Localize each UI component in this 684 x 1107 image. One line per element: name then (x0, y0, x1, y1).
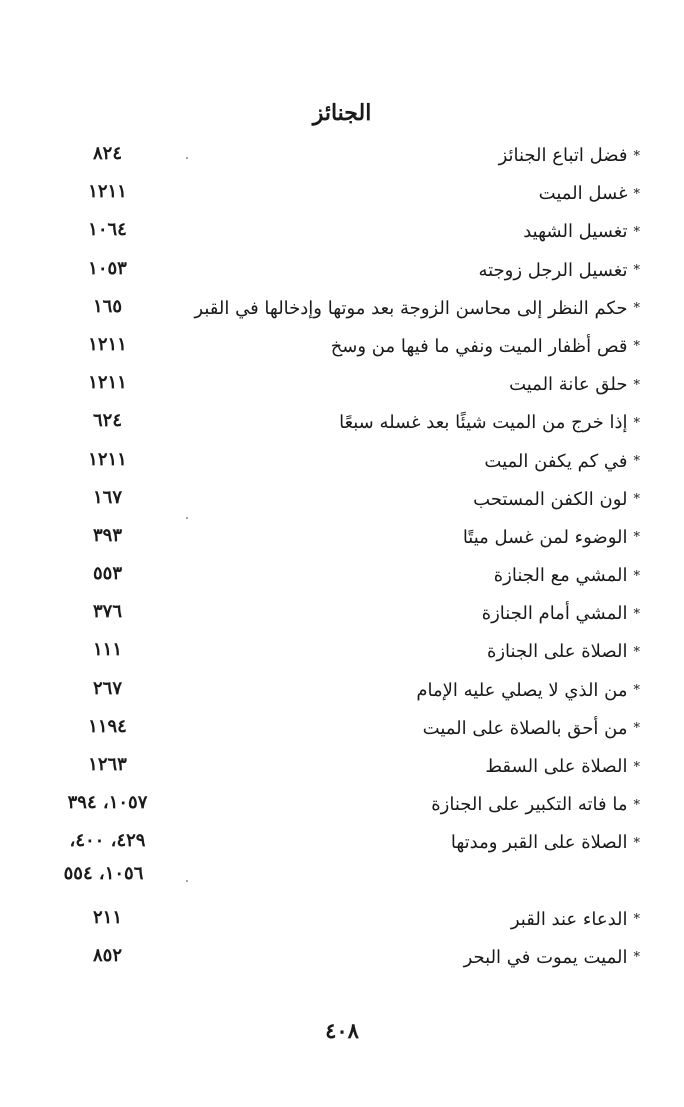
index-entry (40, 826, 640, 864)
index-entry (40, 635, 640, 673)
entry-pages: ١٦٥ (92, 295, 122, 317)
entry-label (339, 412, 640, 433)
entry-text: الميت يموت في البحر (463, 946, 628, 968)
entry-text: لون الكفن المستحب (473, 488, 628, 510)
index-entry (40, 330, 640, 368)
bullet-icon: * (633, 339, 640, 355)
entry-label (509, 374, 640, 395)
entry-pages: ٥٥٣ (92, 563, 122, 585)
entry-pages: ٢١١ (92, 906, 122, 928)
entry-label (473, 489, 640, 510)
entry-text: الصلاة على القبر ومدتها (450, 832, 628, 854)
entry-pages: ٣٧٦ (92, 601, 122, 623)
entry-pages: ٦٢٤ (92, 410, 122, 432)
entry-text: الوضوء لمن غسل ميتًا (462, 526, 628, 548)
bullet-icon: * (633, 721, 640, 737)
bullet-icon: * (633, 683, 640, 699)
page-title: الجنائز (312, 100, 372, 126)
entry-pages: ١٠٥٦، ٥٥٤ (63, 862, 144, 884)
bullet-icon: * (633, 186, 640, 202)
index-entry (40, 674, 640, 712)
entry-text: تغسيل الشهيد (523, 221, 628, 243)
entry-pages: ١١٩٤ (88, 715, 127, 737)
print-speck (186, 517, 188, 519)
index-entry (40, 597, 640, 635)
entry-label (485, 756, 640, 777)
entry-pages: ٤٢٩، ٤٠٠، (69, 830, 146, 852)
index-entry (40, 177, 640, 215)
entry-pages: ١٢١١ (88, 372, 127, 394)
index-list (40, 139, 640, 979)
bullet-icon: * (633, 263, 640, 279)
entry-label (523, 221, 640, 242)
entry-pages: ٨٢٤ (92, 143, 122, 164)
index-entry (40, 406, 640, 444)
bullet-icon: * (633, 950, 640, 966)
entry-label (423, 718, 640, 739)
entry-label (494, 565, 640, 586)
bullet-icon: * (633, 454, 640, 469)
bullet-icon: * (633, 759, 640, 775)
entry-text: ما فاته التكبير على الجنازة (431, 794, 628, 816)
index-entry (40, 941, 640, 979)
entry-text: في كم يكفن الميت (484, 450, 628, 472)
entry-text: المشي أمام الجنازة (481, 603, 628, 625)
entry-pages: ١٢٦٣ (88, 754, 127, 775)
entry-pages: ١١١ (92, 639, 122, 661)
entry-label (482, 603, 640, 624)
entry-label (487, 641, 640, 662)
index-entry (40, 559, 640, 597)
index-entry-continuation (40, 862, 640, 903)
page-number: ٤٠٨ (325, 1018, 359, 1043)
entry-pages: ٨٥٢ (92, 944, 122, 966)
bullet-icon: * (633, 301, 640, 317)
index-entry (40, 292, 640, 330)
entry-label (331, 336, 640, 357)
bullet-icon: * (633, 224, 640, 240)
entry-label (194, 298, 640, 319)
bullet-icon: * (633, 415, 640, 431)
index-entry (40, 712, 640, 750)
index-entry (40, 254, 640, 292)
entry-text: حلق عانة الميت (509, 374, 628, 396)
bullet-icon: * (633, 797, 640, 813)
bullet-icon: * (633, 568, 640, 584)
entry-label (499, 145, 640, 166)
entry-text: من أحق بالصلاة على الميت (422, 717, 628, 739)
entry-pages: ٣٩٣ (92, 524, 122, 546)
entry-pages: ١٢١١ (88, 333, 127, 355)
bullet-icon: * (633, 530, 640, 546)
index-entry (40, 368, 640, 406)
entry-text: الدعاء عند القبر (510, 908, 628, 930)
entry-label (431, 794, 640, 815)
entry-label (511, 909, 640, 930)
bullet-icon: * (633, 492, 640, 508)
index-entry (40, 445, 640, 483)
entry-pages: ١٠٥٧، ٣٩٤ (67, 792, 148, 814)
entry-text: المشي مع الجنازة (493, 565, 628, 587)
entry-label (451, 832, 640, 853)
index-entry (40, 215, 640, 253)
entry-text: قص أظفار الميت ونفي ما فيها من وسخ (330, 335, 628, 357)
entry-label (463, 527, 640, 548)
print-speck (186, 157, 188, 159)
index-entry (40, 521, 640, 559)
entry-pages: ١٦٧ (92, 486, 122, 508)
index-entry (40, 750, 640, 788)
entry-text: حكم النظر إلى محاسن الزوجة بعد موتها وإدخالها في القبر (194, 297, 628, 319)
entry-pages: ١٢١١ (88, 448, 127, 470)
entry-label (484, 451, 640, 472)
entry-text: الصلاة على السقط (485, 756, 628, 777)
entry-label (478, 260, 640, 281)
index-entry (40, 483, 640, 521)
entry-text: إذا خرج من الميت شيئًا بعد غسله سبعًا (339, 412, 628, 434)
entry-label (539, 183, 640, 204)
entry-text: تغسيل الرجل زوجته (478, 259, 628, 281)
entry-label (416, 680, 640, 701)
index-entry (40, 788, 640, 826)
entry-text: فضل اتباع الجنائز (498, 145, 628, 166)
entry-pages: ٢٦٧ (92, 677, 122, 699)
bullet-icon: * (633, 644, 640, 660)
entry-pages: ١٠٦٤ (88, 219, 127, 241)
bullet-icon: * (633, 148, 640, 164)
entry-label (464, 947, 640, 968)
index-entry (40, 903, 640, 941)
entry-pages: ١٠٥٣ (88, 257, 127, 279)
bullet-icon: * (633, 912, 640, 928)
entry-text: غسل الميت (538, 183, 628, 205)
print-speck (186, 880, 188, 882)
entry-pages: ١٢١١ (88, 181, 127, 203)
bullet-icon: * (633, 377, 640, 393)
entry-text: من الذي لا يصلي عليه الإمام (416, 679, 628, 701)
bullet-icon: * (633, 835, 640, 851)
bullet-icon: * (633, 606, 640, 622)
entry-text: الصلاة على الجنازة (486, 641, 628, 663)
index-entry (40, 139, 640, 177)
